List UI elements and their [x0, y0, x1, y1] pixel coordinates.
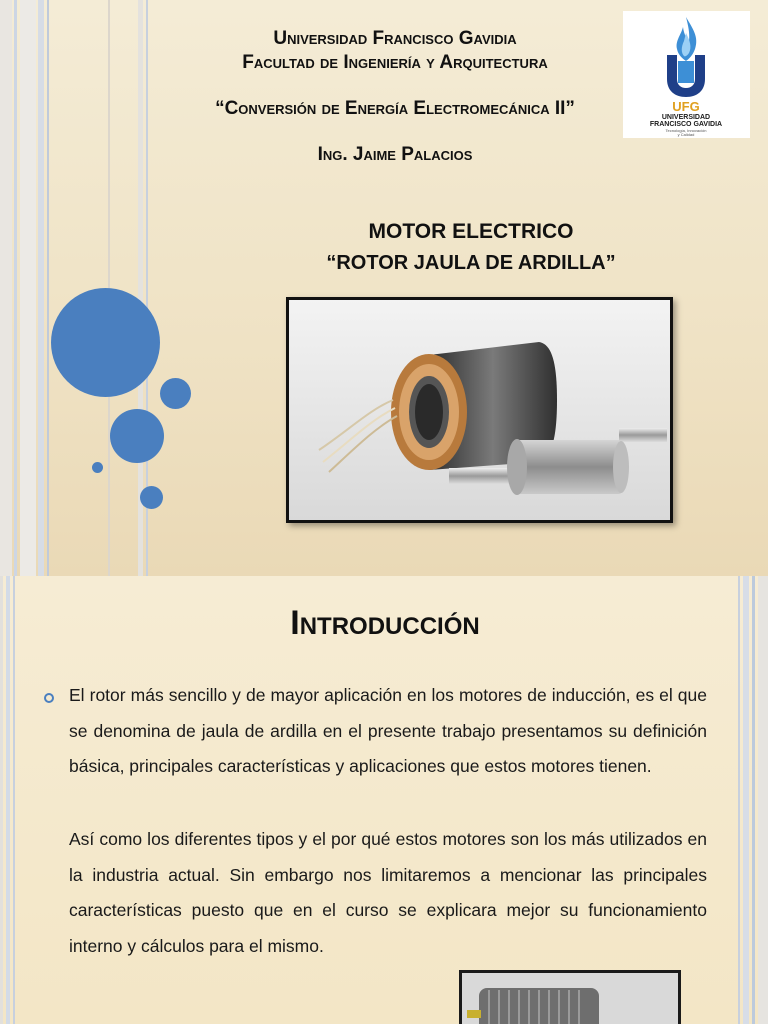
logo-abbr: UFG: [672, 99, 700, 114]
faculty-name: Facultad de Ingeniería y Arquitectura: [242, 52, 548, 73]
logo-line1: UNIVERSIDAD: [661, 114, 711, 121]
decor-stripe: [13, 576, 15, 1024]
decor-circle-small: [140, 486, 163, 509]
intro-paragraph-1: El rotor más sencillo y de mayor aplicación en los motores de inducción, es el que se denomina de jaula de ardilla en el presente trabajo presentamos su definición básica, principales características y aplicaciones que estos motores tienen.: [69, 685, 707, 776]
logo-tagline1: Tecnología, Innovación: [665, 128, 707, 133]
section-title: Introducción: [290, 604, 480, 642]
motor-cutaway-photo-icon: [459, 970, 681, 1024]
logo-line2: FRANCISCO GAVIDIA: [649, 121, 723, 128]
decor-stripe: [743, 576, 749, 1024]
motor-photo: [286, 297, 673, 523]
decor-stripe: [758, 576, 768, 1024]
motor-stator-rotor-photo-icon: [289, 300, 670, 520]
university-logo: [623, 11, 750, 138]
logo-tagline2: y Calidad: [677, 132, 695, 137]
intro-paragraph-2: Así como los diferentes tipos y el por qué estos motores son los más utilizados en la industria actual. Sin embargo nos limitaremos a mencionar las principales características puesto que en el curso se explicara mejor su funcionamiento interno y cálculos para el mismo.: [69, 829, 707, 956]
motor-photo-2: [459, 970, 681, 1024]
decor-stripe: [752, 576, 755, 1024]
professor-name: Ing. Jaime Palacios: [317, 144, 473, 165]
decor-circle-tiny: [92, 462, 103, 473]
decor-circle: [110, 409, 164, 463]
university-name: Universidad Francisco Gavidia: [273, 28, 517, 49]
decor-stripe: [14, 0, 17, 576]
bullet-icon: [44, 693, 54, 703]
decor-stripe: [20, 0, 36, 576]
topic-subtitle: “ROTOR JAULA DE ARDILLA”: [326, 252, 616, 274]
decor-stripe: [47, 0, 49, 576]
decor-stripe: [0, 576, 3, 1024]
course-name: “Conversión de Energía Electromecánica II”: [215, 98, 575, 119]
topic-title: MOTOR ELECTRICO: [368, 220, 574, 243]
slide-introduction: [0, 576, 768, 1024]
decor-stripe: [6, 576, 10, 1024]
decor-circle-large: [51, 288, 160, 397]
decor-circle: [160, 378, 191, 409]
decor-stripe: [38, 0, 44, 576]
decor-stripe: [0, 0, 12, 576]
decor-stripe: [738, 576, 740, 1024]
